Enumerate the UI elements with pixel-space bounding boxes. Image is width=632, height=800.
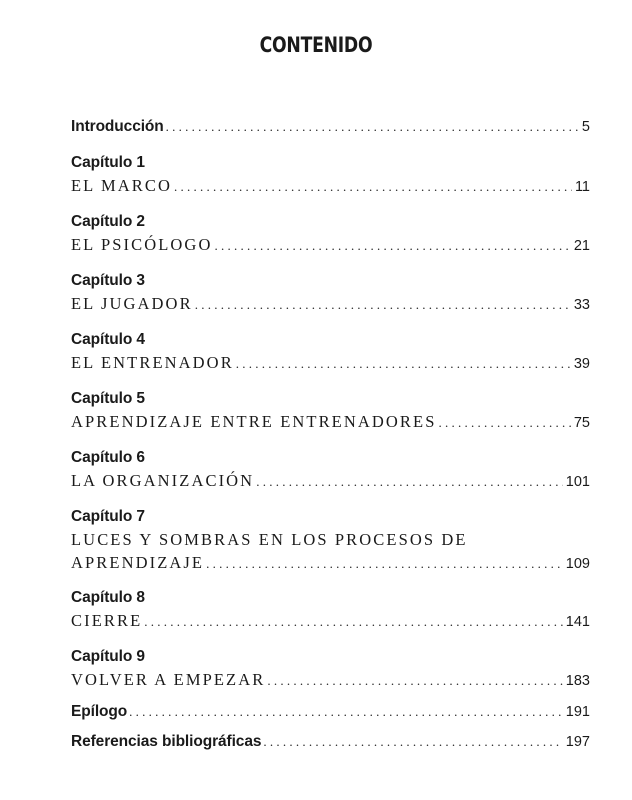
- toc-page-number: 39: [573, 356, 590, 372]
- toc-page-number: 5: [581, 119, 590, 135]
- toc-entry-epilogo[interactable]: [71, 703, 590, 725]
- toc-entry-chapter-2[interactable]: [71, 235, 590, 257]
- chapter-title: EL ENTRENADOR: [71, 353, 234, 372]
- chapter-title: EL JUGADOR: [71, 294, 193, 313]
- chapter-title-line: LUCES Y SOMBRAS EN LOS PROCESOS DE: [71, 530, 468, 549]
- chapter-label: Capítulo 4: [71, 331, 145, 348]
- toc-page-number: 191: [565, 704, 590, 720]
- dot-leader: [174, 179, 572, 195]
- dot-leader: [256, 474, 563, 490]
- chapter-title: CIERRE: [71, 611, 143, 630]
- toc-entry-chapter-9[interactable]: [71, 670, 590, 692]
- chapter-label: Capítulo 8: [71, 589, 145, 606]
- toc-entry-chapter-7[interactable]: [71, 553, 590, 575]
- chapter-label: Capítulo 5: [71, 390, 145, 407]
- toc-entry-label: Epílogo: [71, 703, 128, 720]
- toc-entry-referencias[interactable]: [71, 733, 590, 755]
- toc-entry-label: Introducción: [71, 118, 164, 135]
- toc-entry-introduccion[interactable]: [71, 118, 590, 140]
- page-title: CONTENIDO: [259, 33, 373, 57]
- chapter-label: Capítulo 6: [71, 449, 145, 466]
- toc-page-number: 101: [565, 474, 590, 490]
- dot-leader: [439, 415, 571, 431]
- chapter-label: Capítulo 9: [71, 648, 145, 665]
- dot-leader: [267, 673, 562, 689]
- chapter-label: Capítulo 7: [71, 508, 145, 525]
- dot-leader: [206, 556, 563, 572]
- chapter-title: APRENDIZAJE ENTRE ENTRENADORES: [71, 412, 437, 431]
- dot-leader: [236, 356, 571, 372]
- toc-entry-chapter-8[interactable]: [71, 611, 590, 633]
- toc-page-number: 21: [573, 238, 590, 254]
- dot-leader: [195, 297, 571, 313]
- toc-entry-chapter-6[interactable]: [71, 471, 590, 493]
- toc-page-number: 197: [565, 734, 590, 750]
- toc-entry-label: Referencias bibliográficas: [71, 733, 262, 750]
- toc-page-number: 141: [565, 614, 590, 630]
- toc-entry-chapter-4[interactable]: [71, 353, 590, 375]
- toc-page-number: 11: [574, 179, 590, 195]
- chapter-label: Capítulo 3: [71, 272, 145, 289]
- toc-entry-chapter-5[interactable]: [71, 412, 590, 434]
- toc-page-number: 109: [565, 556, 590, 572]
- dot-leader: [166, 119, 579, 135]
- chapter-title: LA ORGANIZACIÓN: [71, 471, 255, 490]
- toc-page-number: 183: [565, 673, 590, 689]
- dot-leader: [263, 734, 562, 750]
- dot-leader: [214, 238, 570, 254]
- chapter-title: EL PSICÓLOGO: [71, 235, 213, 254]
- chapter-title: APRENDIZAJE: [71, 553, 205, 572]
- toc-entry-chapter-1[interactable]: [71, 176, 590, 198]
- toc-entry-chapter-3[interactable]: [71, 294, 590, 316]
- chapter-label: Capítulo 2: [71, 213, 145, 230]
- chapter-title: EL MARCO: [71, 176, 172, 195]
- chapter-title: VOLVER A EMPEZAR: [71, 670, 266, 689]
- chapter-label: Capítulo 1: [71, 154, 145, 171]
- toc-page-number: 75: [573, 415, 590, 431]
- dot-leader: [144, 614, 563, 630]
- dot-leader: [129, 704, 563, 720]
- toc-page-number: 33: [573, 297, 590, 313]
